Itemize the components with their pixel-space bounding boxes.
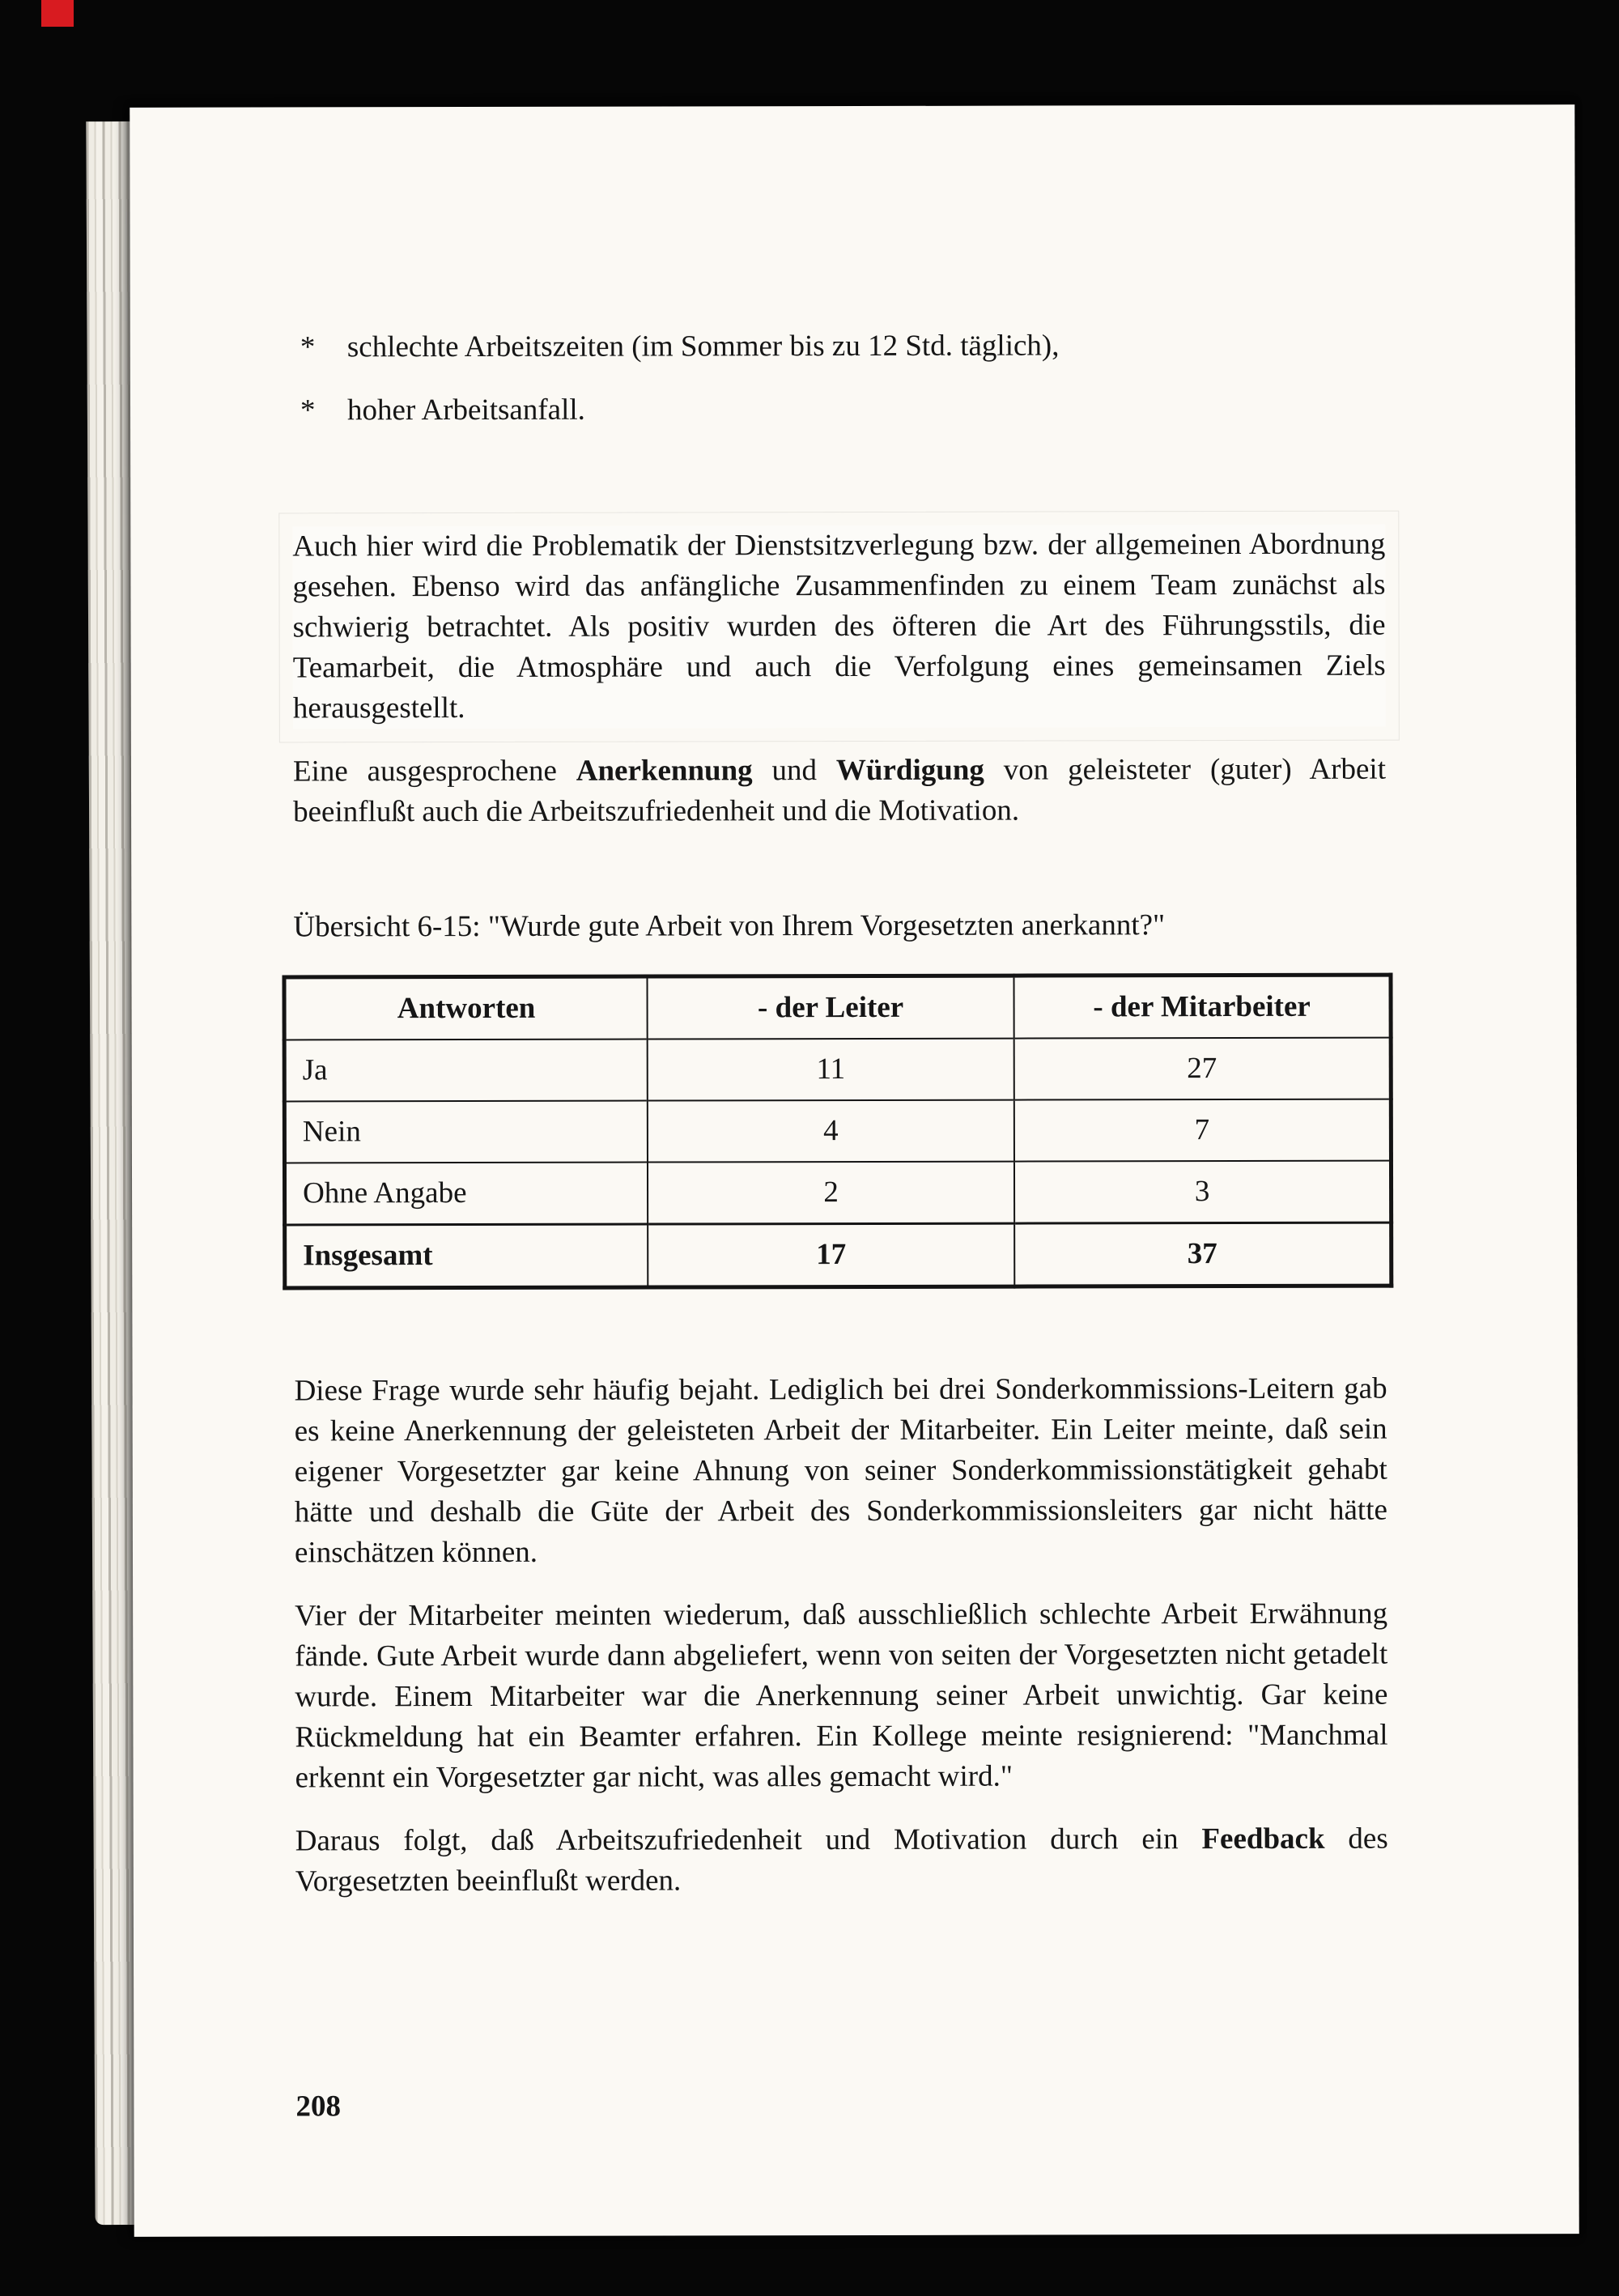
table-row [284,1161,1391,1225]
paragraph-2-text: und [752,754,836,788]
table-row [284,1099,1391,1163]
table-total-row [285,1222,1392,1288]
row-value-leiter: 2 [648,1162,1014,1224]
total-value-leiter: 17 [648,1223,1014,1287]
header-mitarbeiter: - der Mitarbeiter [1014,975,1392,1038]
bullet-item [300,389,1385,432]
results-table [282,973,1393,1290]
row-label: Nein [284,1101,648,1163]
paragraph-2-text: von geleisteter (guter) Arbeit beeinflußt auch die Arbeitszufriedenheit und die Motivation. [293,752,1386,829]
row-value-mitarbeiter: 3 [1014,1161,1392,1223]
page-number: 208 [295,2090,341,2124]
paragraph-4: Vier der Mitarbeiter meinten wiederum, daß ausschließlich schlechte Arbeit Erwähnung fände. Gute Arbeit wurde dann abgeliefert, wenn von seiten der Vorgesetzten nicht getadelt wurde. Einem Mitarbeiter war die Anerkennung seiner Arbeit unwichtig. Gar keine Rückmeldung hat ein Beamter erfahren. Ein Kollege meinte resignierend: "Manchmal erkennt ein Vorgesetzter gar nicht, was alles gemacht wird." [295,1597,1388,1795]
bullet-marker: * [300,330,316,364]
paragraph-2 [293,750,1386,833]
row-value-mitarbeiter: 7 [1014,1099,1392,1162]
book-page [130,104,1579,2237]
header-leiter: - der Leiter [648,976,1014,1039]
bullet-text: hoher Arbeitsanfall. [346,393,585,427]
row-value-leiter: 4 [648,1100,1014,1163]
scan-corner-mark [41,0,74,27]
paragraph-2-text: Eine ausgesprochene [292,754,576,789]
bold-term-anerkennung: Anerkennung [576,754,753,788]
paragraph-5-text: Daraus folgt, daß Arbeitszufriedenheit und Motivation durch ein [295,1822,1202,1858]
paragraph-5-text: des Vorgesetzten beeinflußt werden. [295,1822,1388,1898]
bold-term-feedback: Feedback [1201,1822,1325,1856]
total-label: Insgesamt [285,1224,648,1288]
paragraph-5 [295,1819,1388,1903]
row-label: Ja [284,1040,648,1102]
paragraph-1: Auch hier wird die Problematik der Dienstsitzverlegung bzw. der allgemeinen Abordnung gesehen. Ebenso wird das anfängliche Zusammenfinden zu einem Team zunächst als schwierig betrachtet. Als positiv wurden des öfteren die Art des Führungsstils, die Teamarbeit, die Atmosphäre und auch die Verfolgung eines gemeinsamen Ziels herausgestellt. [292,525,1386,729]
bullet-text: schlechte Arbeitszeiten (im Sommer bis zu 12 Std. täglich), [346,329,1060,364]
bold-term-wuerdigung: Würdigung [835,753,984,788]
bullet-item [300,325,1385,368]
bullet-marker: * [300,393,316,427]
total-value-mitarbeiter: 37 [1014,1222,1392,1286]
row-value-leiter: 11 [648,1039,1014,1101]
table-header-row [284,975,1391,1040]
page-content [130,104,1579,2128]
header-antworten: Antworten [397,991,536,1026]
row-value-mitarbeiter: 27 [1014,1038,1392,1100]
row-label: Ohne Angabe [284,1163,648,1225]
table-caption: Übersicht 6-15: "Wurde gute Arbeit von Ihrem Vorgesetzten anerkannt?" [293,908,1166,944]
table-row [284,1038,1391,1102]
paragraph-3: Diese Frage wurde sehr häufig bejaht. Lediglich bei drei Sonderkommissions-Leitern gab es keine Anerkennung der geleisteten Arbeit der Mitarbeiter. Ein Leiter meinte, daß sein eigener Vorgesetzter gar keine Ahnung von seiner Sonderkommissionstätigkeit gehabt hätte und deshalb die Güte der Arbeit des Sonderkommissionsleiters gar nicht hätte einschätzen können. [294,1371,1387,1570]
